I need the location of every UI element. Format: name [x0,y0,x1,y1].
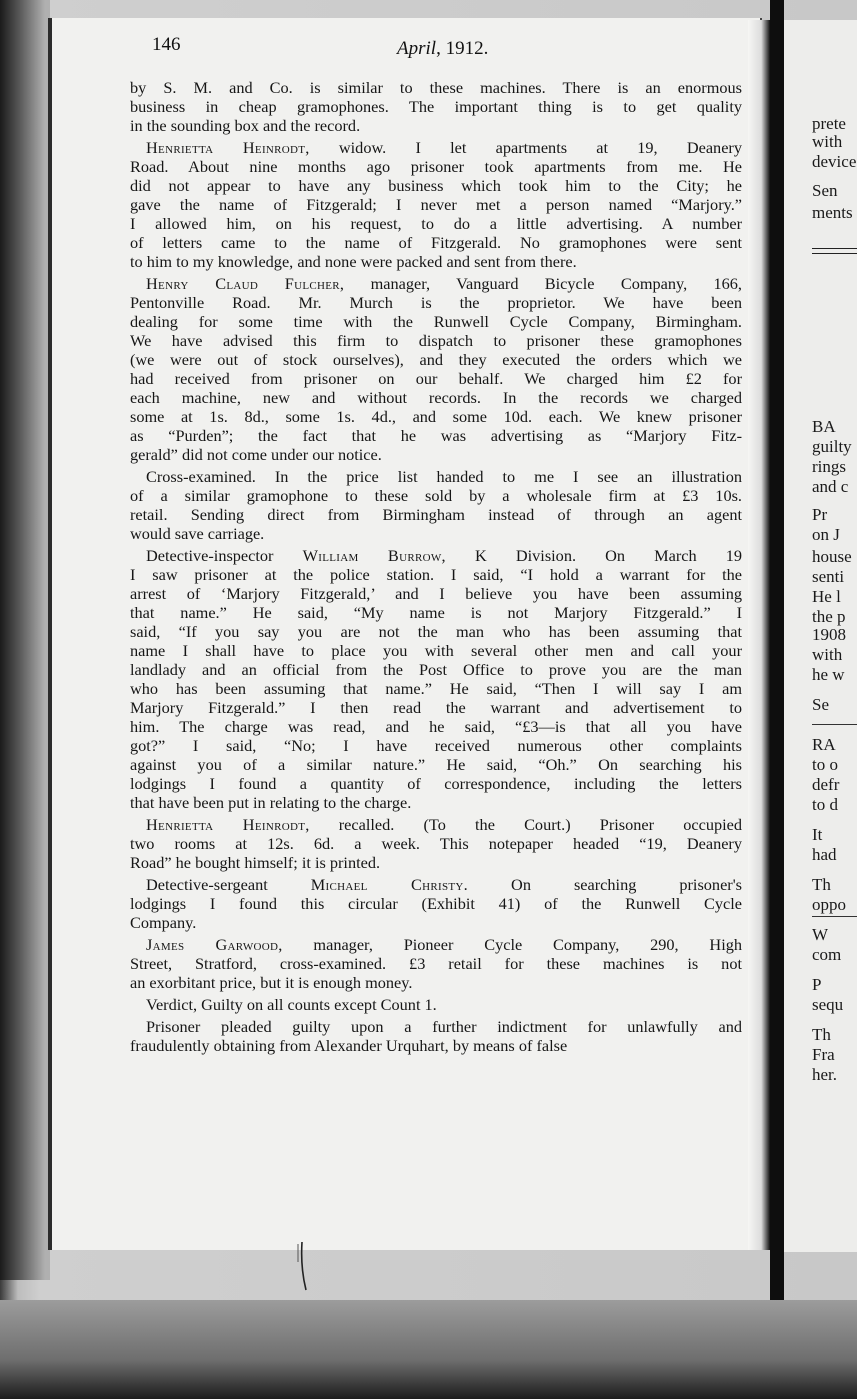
line-text: business in cheap gramophones. The important thing is to get quality [130,97,742,116]
line-text: by S. M. and Co. is similar to these machines. There is an enormous [130,78,742,97]
witness-title: Detective-inspector [146,546,303,565]
text-line [130,157,742,176]
text-line [130,407,742,426]
text-line [130,774,742,793]
line-text: manager, Pioneer Cycle Company, 290, High [282,935,742,954]
line-text: On searching prisoner's [468,875,742,894]
right-page-text: prete [812,114,846,133]
right-page-text: the p [812,607,846,626]
text-line [130,195,742,214]
right-page-text: guilty [812,437,852,456]
line-text: We have advised this firm to dispatch to prisoner these gramophones [130,331,742,350]
line-text: Street, Stratford, cross-examined. £3 retail for these machines is not [130,954,742,973]
right-page-text: RA [812,735,836,754]
line-text: Cross-examined. In the price list handed to me I see an illustration [146,467,742,486]
line-text: of a similar gramophone to these sold by a wholesale firm at £3 10s. [130,486,742,505]
text-line [130,954,742,973]
text-line [130,698,742,717]
right-page-text: device [812,152,857,171]
text-line [130,505,742,524]
line-text: gave the name of Fitzgerald; I never met a person named “Marjory.” [130,195,742,214]
text-line [130,331,742,350]
right-page-text: had [812,845,837,864]
text-line [130,293,742,312]
text-line [130,1017,742,1036]
line-text: arrest of ‘Marjory Fitzgerald,’ and I believe you have been assuming [130,584,742,603]
right-page-text: sequ [812,995,844,1014]
right-page-text: Th [812,875,831,894]
line-text: Prisoner pleaded guilty upon a further indictment for unlawfully and [146,1017,742,1036]
text-line [130,546,742,565]
witness-name: Henrietta Heinrodt, [146,815,310,834]
text-line [130,755,742,774]
line-text: had received from prisoner on our behalf. We charged him £2 for [130,369,742,388]
text-line [130,312,742,331]
text-line [130,834,742,853]
pencil-mark [286,1240,316,1300]
right-page-text: Pr [812,505,828,524]
line-text: in the sounding box and the record. [130,116,361,135]
line-text: some at 1s. 8d., some 1s. 4d., and some 10d. each. We knew prisoner [130,407,742,426]
line-text: recalled. (To the Court.) Prisoner occupied [309,815,742,834]
text-line [130,935,742,954]
text-line [130,116,742,135]
right-page-text: It [812,825,823,844]
right-page-text: and c [812,477,849,496]
line-text: dealing for some time with the Runwell Cycle Company, Birmingham. [130,312,742,331]
book-spine-shadow [0,0,50,1280]
line-text: widow. I let apartments at 19, Deanery [309,138,742,157]
line-text: two rooms at 12s. 6d. a week. This notepaper headed “19, Deanery [130,834,742,853]
text-line [130,97,742,116]
line-text: who has been assuming that name.” He said, “Then I will say I am [130,679,742,698]
rule-line [812,248,857,254]
right-page-text: He l [812,587,841,606]
text-line [130,584,742,603]
right-page-text: rings [812,457,846,476]
line-text: Pentonville Road. Mr. Murch is the proprietor. We have been [130,293,742,312]
line-text: lodgings I found a quantity of correspondence, including the letters [130,774,742,793]
text-line [130,913,742,932]
text-line [130,679,742,698]
line-text: name I shall have to place you with several other men and call your [130,641,742,660]
text-line [130,233,742,252]
line-text: gerald” did not come under our notice. [130,445,382,464]
text-line [130,565,742,584]
right-page-text: senti [812,567,845,586]
line-text: would save carriage. [130,524,265,543]
text-line [130,717,742,736]
text-line [130,138,742,157]
line-text: I allowed him, on his request, to do a little advertising. A number [130,214,742,233]
witness-name: William Burrow, [302,546,446,565]
text-line [130,78,742,97]
line-text: Road. About nine months ago prisoner took apartments from me. He [130,157,742,176]
text-line [130,894,742,913]
witness-name: Henrietta Heinrodt, [146,138,310,157]
text-line [130,486,742,505]
running-head-year: , 1912. [436,38,489,59]
text-line [130,973,742,992]
line-text: retail. Sending direct from Birmingham instead of through an agent [130,505,742,524]
text-line [130,622,742,641]
right-page-text: Fra [812,1045,835,1064]
line-text: I saw prisoner at the police station. I said, “I hold a warrant for the [130,565,742,584]
right-page-fragment [784,20,857,1252]
rule-line [812,916,857,917]
right-page-text: with [812,645,843,664]
text-line [130,350,742,369]
scan-bottom-band [0,1300,857,1399]
book-gutter [770,0,784,1300]
line-text: Verdict, Guilty on all counts except Count 1. [146,995,437,1014]
witness-name: Henry Claud Fulcher, [146,274,345,293]
right-page-text: Sen [812,181,838,200]
line-text: as “Purden”; the fact that he was advertising as “Marjory Fitz- [130,426,742,445]
text-line [130,736,742,755]
right-page-text: house [812,547,852,566]
line-text: against you of a similar nature.” He said, “Oh.” On searching his [130,755,742,774]
line-text: fraudulently obtaining from Alexander Urquhart, by means of false [130,1036,568,1055]
right-page-text: Se [812,695,829,714]
right-page-text: with [812,132,843,151]
text-line [130,252,742,271]
line-text: K Division. On March 19 [445,546,743,565]
right-page-text: defr [812,775,840,794]
line-text: lodgings I found this circular (Exhibit 41) of the Runwell Cycle [130,894,742,913]
line-text: landlady and an official from the Post Office to prove you are the man [130,660,742,679]
line-text: him. The charge was read, and he said, “£3—is that all you have [130,717,742,736]
page-header [152,34,712,60]
text-line [130,660,742,679]
text-line [130,176,742,195]
line-text: that have been put in relating to the charge. [130,793,412,812]
text-line [130,853,742,872]
right-page-text: P [812,975,822,994]
text-line [130,1036,742,1055]
running-head [397,38,488,60]
line-text: each machine, new and without records. In the records we charged [130,388,742,407]
right-page-text: her. [812,1065,838,1084]
witness-name: Michael Christy. [310,875,469,894]
text-line [130,426,742,445]
text-line [130,369,742,388]
text-line [130,274,742,293]
text-line [130,524,742,543]
rule-line [812,724,857,725]
right-page-text: to d [812,795,838,814]
right-page-text: to o [812,755,838,774]
text-line [130,995,742,1014]
right-page-text: oppo [812,895,846,914]
line-text: got?” I said, “No; I have received numerous other complaints [130,736,742,755]
right-page-text: ments [812,203,853,222]
text-line [130,815,742,834]
line-text: said, “If you say you are not the man who has been assuming that [130,622,742,641]
line-text: to him to my knowledge, and none were packed and sent from there. [130,252,577,271]
right-page-text: on J [812,525,840,544]
right-page-text: 1908 [812,625,846,644]
text-line [130,875,742,894]
text-line [130,641,742,660]
line-text: of letters came to the name of Fitzgerald. No gramophones were sent [130,233,742,252]
right-page-text: com [812,945,842,964]
text-line [130,388,742,407]
line-text: Road” he bought himself; it is printed. [130,853,381,872]
text-line [130,793,742,812]
line-text: manager, Vanguard Bicycle Company, 166, [344,274,742,293]
witness-name: James Garwood, [146,935,283,954]
line-text: (we were out of stock ourselves), and they executed the orders which we [130,350,742,369]
text-line [130,603,742,622]
line-text: that name.” He said, “My name is not Marjory Fitzgerald.” I [130,603,742,622]
right-page-text: BA [812,417,836,436]
text-line [130,467,742,486]
line-text: Marjory Fitzgerald.” I then read the warrant and advertisement to [130,698,742,717]
trial-transcript [130,78,742,1058]
right-page-text: he w [812,665,845,684]
right-page-text: Th [812,1025,831,1044]
running-head-month: April [397,38,437,59]
text-line [130,214,742,233]
line-text: an exorbitant price, but it is enough money. [130,973,413,992]
page-number: 146 [152,34,181,55]
page-edge [748,20,770,1250]
line-text: Company. [130,913,197,932]
text-line [130,445,742,464]
right-page-text: W [812,925,829,944]
line-text: did not appear to have any business which took him to the City; he [130,176,742,195]
witness-title: Detective-sergeant [146,875,311,894]
